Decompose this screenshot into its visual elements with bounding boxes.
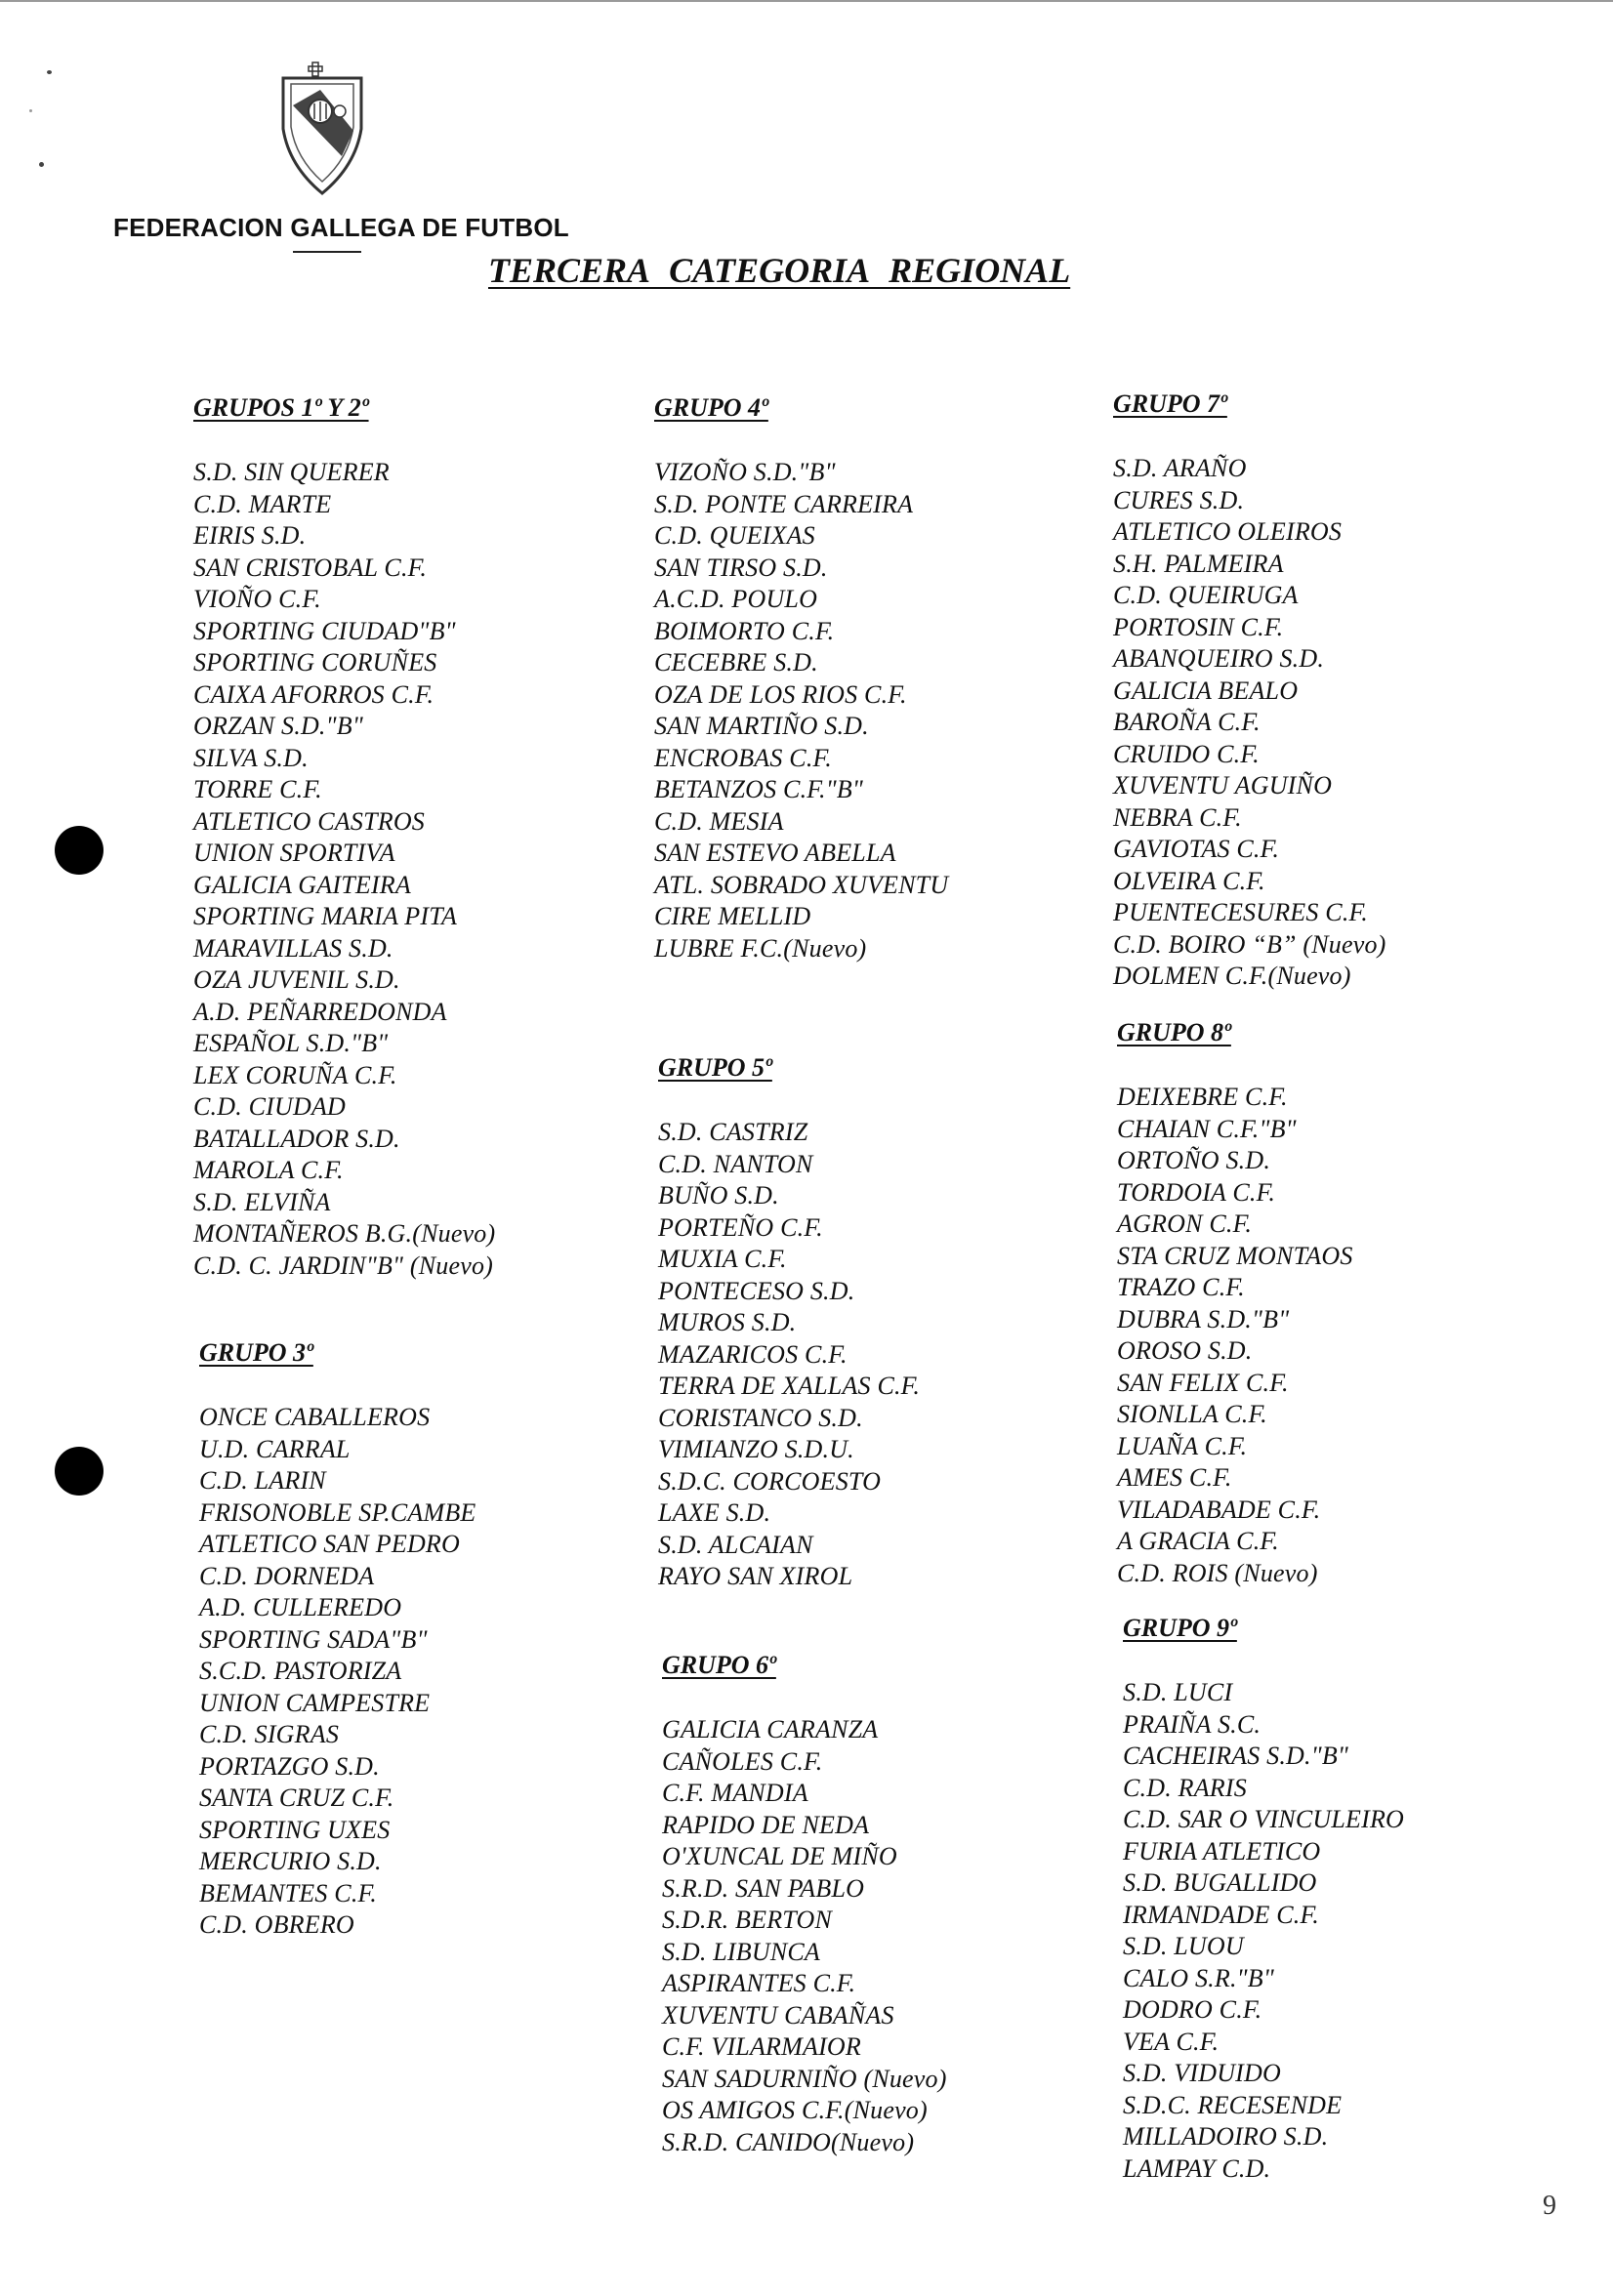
team-name: PRAIÑA S.C. (1123, 1709, 1261, 1739)
team-name: O'XUNCAL DE MIÑO (662, 1842, 897, 1870)
group-heading: GRUPO 8º (1117, 1018, 1231, 1046)
scan-speck (29, 109, 32, 112)
team-name: SPORTING CIUDAD"B" (193, 616, 456, 645)
team-name: C.D. RARIS (1123, 1773, 1247, 1802)
team-name: IRMANDADE C.F. (1123, 1900, 1319, 1929)
team-name: BATALLADOR S.D. (193, 1124, 400, 1153)
team-name: GALICIA CARANZA (662, 1715, 879, 1743)
team-name: DUBRA S.D."B" (1117, 1304, 1290, 1333)
team-name: RAPIDO DE NEDA (662, 1810, 870, 1839)
team-name: S.R.D. SAN PABLO (662, 1873, 865, 1903)
team-name: OROSO S.D. (1117, 1336, 1253, 1365)
team-name: SPORTING UXES (199, 1815, 391, 1844)
team-name: MUROS S.D. (658, 1308, 797, 1336)
team-list (658, 1117, 920, 1593)
team-name: C.D. BOIRO “B” (Nuevo) (1113, 929, 1386, 959)
team-name: S.D. ARAÑO (1113, 454, 1247, 482)
group-3 (199, 1337, 476, 1942)
team-name: ATLETICO CASTROS (193, 806, 425, 836)
team-list (1117, 1082, 1353, 1589)
team-name: SAN TIRSO S.D. (654, 553, 828, 582)
team-list (193, 457, 495, 1282)
team-name: S.D. ALCAIAN (658, 1530, 813, 1559)
team-name: S.D. SIN QUERER (193, 458, 390, 486)
team-name: ORZAN S.D."B" (193, 712, 363, 740)
team-name: S.D. LUOU (1123, 1932, 1244, 1960)
team-name: CURES S.D. (1113, 485, 1245, 514)
team-name: XUVENTU CABAÑAS (662, 2000, 894, 2030)
team-name: DOLMEN C.F.(Nuevo) (1113, 962, 1351, 990)
team-name: SPORTING SADA"B" (199, 1624, 428, 1654)
team-name: S.D.C. CORCOESTO (658, 1466, 882, 1496)
team-name: PORTAZGO S.D. (199, 1751, 380, 1781)
team-name: MONTAÑEROS B.G.(Nuevo) (193, 1219, 496, 1248)
team-name: A.D. PEÑARREDONDA (193, 997, 447, 1026)
team-name: SAN CRISTOBAL C.F. (193, 553, 428, 582)
team-name: DODRO C.F. (1123, 1995, 1262, 2024)
team-name: C.D. DORNEDA (199, 1561, 375, 1590)
team-name: S.D. BUGALLIDO (1123, 1868, 1317, 1897)
group-heading: GRUPO 5º (658, 1053, 772, 1082)
team-name: C.D. SAR O VINCULEIRO (1123, 1805, 1405, 1833)
team-name: SAN MARTIÑO S.D. (654, 712, 869, 740)
team-name: BOIMORTO C.F. (654, 616, 835, 645)
team-name: FRISONOBLE SP.CAMBE (199, 1497, 476, 1527)
team-name: C.D. C. JARDIN"B" (Nuevo) (193, 1250, 493, 1280)
team-name: BEMANTES C.F. (199, 1878, 377, 1907)
team-name: S.H. PALMEIRA (1113, 549, 1284, 578)
team-list (1123, 1677, 1404, 2185)
group-1-2 (193, 392, 495, 1282)
team-name: OZA JUVENIL S.D. (193, 965, 400, 994)
team-name: S.C.D. PASTORIZA (199, 1657, 402, 1685)
group-4 (654, 392, 948, 964)
team-name: S.D.C. RECESENDE (1123, 2090, 1343, 2119)
team-name: XUVENTU AGUIÑO (1113, 771, 1333, 800)
team-name: OZA DE LOS RIOS C.F. (654, 679, 907, 709)
team-name: MARAVILLAS S.D. (193, 933, 393, 963)
team-name: SAN FELIX C.F. (1117, 1368, 1289, 1397)
team-name: C.D. SIGRAS (199, 1720, 340, 1748)
group-heading: GRUPO 6º (662, 1651, 776, 1679)
page-top-border (0, 0, 1613, 2)
team-name: S.D. VIDUIDO (1123, 2059, 1281, 2087)
team-name: MILLADOIRO S.D. (1123, 2122, 1329, 2151)
team-name: VEA C.F. (1123, 2027, 1220, 2056)
team-name: LUBRE F.C.(Nuevo) (654, 933, 867, 963)
team-name: FURIA ATLETICO (1123, 1836, 1321, 1866)
team-name: GAVIOTAS C.F. (1113, 835, 1280, 863)
team-name: PORTEÑO C.F. (658, 1212, 823, 1242)
team-name: LUAÑA C.F. (1117, 1431, 1248, 1460)
team-name: VIZOÑO S.D."B" (654, 458, 836, 486)
group-heading: GRUPO 3º (199, 1338, 313, 1367)
federation-crest-icon (277, 61, 367, 197)
group-7 (1113, 389, 1386, 993)
team-list (199, 1402, 476, 1942)
team-list (1113, 453, 1386, 993)
punch-hole (55, 826, 103, 875)
group-heading: GRUPO 9º (1123, 1614, 1237, 1642)
team-name: C.D. OBRERO (199, 1910, 354, 1939)
team-name: S.D. LUCI (1123, 1678, 1233, 1706)
team-name: A GRACIA C.F. (1117, 1527, 1279, 1555)
team-name: MAROLA C.F. (193, 1156, 344, 1184)
group-heading: GRUPO 4º (654, 393, 768, 422)
page-title: TERCERA CATEGORIA REGIONAL (488, 251, 1071, 290)
team-name: CACHEIRAS S.D."B" (1123, 1742, 1349, 1770)
team-name: C.F. MANDIA (662, 1779, 808, 1807)
team-name: CAÑOLES C.F. (662, 1746, 823, 1776)
team-name: S.D. PONTE CARREIRA (654, 489, 914, 518)
team-name: ESPAÑOL S.D."B" (193, 1029, 389, 1057)
team-name: SPORTING MARIA PITA (193, 902, 458, 930)
team-name: CORISTANCO S.D. (658, 1403, 863, 1432)
team-name: PUENTECESURES C.F. (1113, 898, 1368, 926)
team-name: ENCROBAS C.F. (654, 743, 832, 772)
team-name: EIRIS S.D. (193, 521, 307, 550)
team-name: C.D. QUEIRUGA (1113, 581, 1299, 609)
team-name: ASPIRANTES C.F. (662, 1969, 856, 1997)
team-name: OS AMIGOS C.F.(Nuevo) (662, 2096, 928, 2124)
team-name: MAZARICOS C.F. (658, 1339, 848, 1369)
team-name: CAIXA AFORROS C.F. (193, 679, 434, 709)
team-name: SPORTING CORUÑES (193, 648, 437, 676)
group-9 (1123, 1613, 1404, 2185)
team-name: CRUIDO C.F. (1113, 739, 1260, 768)
team-name: NEBRA C.F. (1113, 802, 1242, 832)
team-name: TERRA DE XALLAS C.F. (658, 1372, 921, 1400)
team-name: SAN SADURNIÑO (Nuevo) (662, 2064, 947, 2093)
scan-speck (47, 70, 52, 74)
team-name: LAMPAY C.D. (1123, 2153, 1271, 2183)
team-name: MERCURIO S.D. (199, 1847, 382, 1875)
team-name: A.C.D. POULO (654, 585, 818, 613)
team-name: ATL. SOBRADO XUVENTU (654, 870, 949, 899)
team-name: C.D. CIUDAD (193, 1092, 347, 1121)
team-name: STA CRUZ MONTAOS (1117, 1241, 1353, 1270)
group-6 (662, 1650, 947, 2158)
team-list (654, 457, 948, 964)
team-name: C.D. NANTON (658, 1149, 813, 1178)
team-name: LAXE S.D. (658, 1498, 771, 1527)
team-name: C.F. VILARMAIOR (662, 2032, 861, 2061)
punch-hole (55, 1447, 103, 1496)
team-name: ATLETICO OLEIROS (1113, 517, 1343, 546)
group-heading: GRUPO 7º (1113, 390, 1227, 418)
team-name: S.D.R. BERTON (662, 1906, 833, 1934)
team-name: TRAZO C.F. (1117, 1273, 1245, 1301)
team-name: SILVA S.D. (193, 743, 309, 772)
team-name: BETANZOS C.F."B" (654, 775, 864, 803)
team-name: SANTA CRUZ C.F. (199, 1784, 394, 1812)
team-name: ABANQUEIRO S.D. (1113, 644, 1325, 673)
team-name: LEX CORUÑA C.F. (193, 1060, 397, 1089)
team-name: VIMIANZO S.D.U. (658, 1435, 854, 1463)
team-name: PONTECESO S.D. (658, 1276, 855, 1305)
team-name: SAN ESTEVO ABELLA (654, 839, 896, 867)
team-name: TORDOIA C.F. (1117, 1177, 1276, 1207)
group-heading: GRUPOS 1º Y 2º (193, 393, 369, 422)
team-name: CIRE MELLID (654, 902, 811, 930)
team-name: BAROÑA C.F. (1113, 708, 1261, 736)
team-name: CECEBRE S.D. (654, 648, 818, 676)
team-list (662, 1714, 947, 2158)
team-name: U.D. CARRAL (199, 1434, 351, 1463)
team-name: CALO S.R."B" (1123, 1963, 1274, 1992)
team-name: A.D. CULLEREDO (199, 1593, 402, 1621)
team-name: C.D. ROIS (Nuevo) (1117, 1558, 1318, 1587)
team-name: S.R.D. CANIDO(Nuevo) (662, 2127, 915, 2156)
team-name: ORTOÑO S.D. (1117, 1146, 1271, 1174)
organization-name: FEDERACION GALLEGA DE FUTBOL (113, 213, 569, 242)
team-name: PORTOSIN C.F. (1113, 612, 1284, 641)
scan-speck (39, 162, 44, 167)
team-name: MUXIA C.F. (658, 1245, 787, 1273)
team-name: C.D. LARIN (199, 1466, 326, 1495)
team-name: UNION SPORTIVA (193, 839, 395, 867)
team-name: SIONLLA C.F. (1117, 1400, 1267, 1428)
team-name: OLVEIRA C.F. (1113, 866, 1265, 895)
team-name: RAYO SAN XIROL (658, 1562, 853, 1590)
team-name: ONCE CABALLEROS (199, 1403, 431, 1431)
team-name: VILADABADE C.F. (1117, 1495, 1321, 1524)
team-name: AMES C.F. (1117, 1463, 1232, 1492)
team-name: C.D. QUEIXAS (654, 521, 815, 550)
group-8 (1117, 1017, 1353, 1589)
team-name: VIOÑO C.F. (193, 585, 321, 613)
team-name: ATLETICO SAN PEDRO (199, 1530, 460, 1558)
organization-underline (293, 251, 361, 253)
team-name: AGRON C.F. (1117, 1210, 1253, 1238)
page-number: 9 (1543, 2191, 1556, 2221)
team-name: UNION CAMPESTRE (199, 1688, 431, 1717)
team-name: C.D. MESIA (654, 806, 784, 836)
team-name: DEIXEBRE C.F. (1117, 1083, 1288, 1111)
team-name: S.D. CASTRIZ (658, 1118, 808, 1146)
team-name: GALICIA BEALO (1113, 676, 1299, 705)
team-name: TORRE C.F. (193, 775, 322, 803)
team-name: GALICIA GAITEIRA (193, 870, 411, 899)
team-name: BUÑO S.D. (658, 1181, 779, 1210)
group-5 (658, 1052, 920, 1593)
team-name: CHAIAN C.F."B" (1117, 1114, 1297, 1143)
team-name: C.D. MARTE (193, 489, 332, 518)
team-name: S.D. LIBUNCA (662, 1937, 821, 1966)
team-name: S.D. ELVIÑA (193, 1187, 331, 1216)
